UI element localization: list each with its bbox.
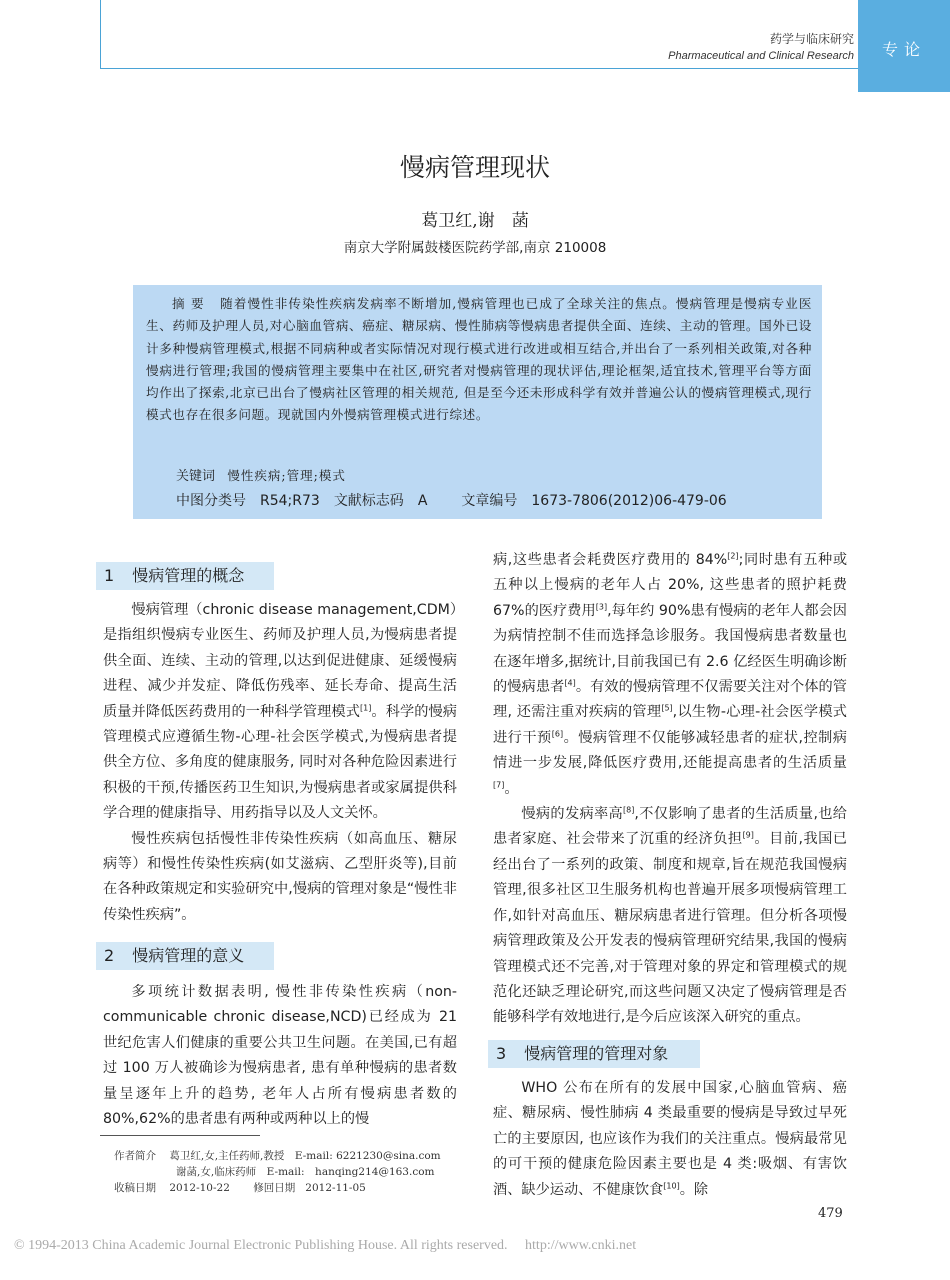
article-authors: 葛卫红,谢 菡 xyxy=(421,211,529,231)
section-title: 慢病管理的概念 xyxy=(132,566,245,585)
text-run: 。 xyxy=(504,780,519,797)
abstract xyxy=(146,293,812,427)
citation: [8] xyxy=(623,805,635,815)
doc-code-value: A xyxy=(417,493,428,509)
section-title: 慢病管理的意义 xyxy=(132,946,245,965)
section-title: 慢病管理的管理对象 xyxy=(524,1044,669,1063)
section-2-heading xyxy=(96,942,274,970)
citation: [7] xyxy=(493,779,505,789)
text-run: ;同时患有五种或五种以上慢病的老年人占 20%, 这些患者的照护耗费 67%的医疗费用 xyxy=(493,552,848,619)
revised-label: 修回日期 xyxy=(253,1182,296,1194)
citation: [1] xyxy=(359,702,372,712)
footnote-author-line2 xyxy=(176,1164,434,1179)
paragraph xyxy=(103,598,457,827)
revised-date: 2012-11-05 xyxy=(305,1182,366,1194)
left-column-part2 xyxy=(103,980,457,1132)
right-column-part1 xyxy=(493,548,847,1031)
footnote-rule xyxy=(100,1135,260,1136)
abstract-label: 摘要 xyxy=(172,296,211,311)
text-run: ,以生物-心理-社会医学模式进行干预 xyxy=(493,704,847,746)
paragraph: 慢性疾病包括慢性非传染性疾病（如高血压、糖尿病等）和慢性传染性疾病(如艾滋病、乙型肝炎等),目前在各种政策规定和实验研究中,慢病的管理对象是“慢性非传染性疾病”。 xyxy=(103,830,457,923)
section-number: 2 xyxy=(104,946,115,965)
text-run: ,不仅影响了患者的生活质量,也给患者家庭、社会带来了沉重的经济负担 xyxy=(493,806,847,848)
citation: [4] xyxy=(564,678,576,688)
doc-code-label: 文献标志码 xyxy=(333,493,404,509)
citation: [3] xyxy=(595,602,608,612)
left-column-part1 xyxy=(103,598,457,928)
section-tab: 专论 xyxy=(858,0,950,92)
article-affiliation: 南京大学附属鼓楼医院药学部,南京 210008 xyxy=(343,240,607,256)
received-date: 2012-10-22 xyxy=(169,1182,230,1194)
header-rule xyxy=(100,68,862,69)
citation: [6] xyxy=(551,729,564,739)
abstract-text: 随着慢性非传染性疾病发病率不断增加,慢病管理也已成了全球关注的焦点。慢病管理是慢病专业医生、药师及护理人员,对心脑血管病、癌症、糖尿病、慢性肺病等慢病患者提供全面、连续、主动的管理。国外已设计多种慢病管理模式,根据不同病种或者实际情况对现行模式进行改进或相互结合,并出台了一系列相关政策,对各种慢病进行管理;我国的慢病管理主要集中在社区,研究者对慢病管理的现状评估,理论框架,适宜技术,管理平台等方面均作出了探索,北京已出台了慢病社区管理的相关规范, 但是至今还未形成科学有效并普遍公认的慢病管理模式,现行模式也存在很多问题。现就国内外慢病管理模式进行综述。 xyxy=(146,296,813,423)
text-run: 。目前,我国已经出台了一系列的政策、制度和规章,旨在规范我国慢病管理,很多社区卫生服务机构也普遍开展多项慢病管理工作,如针对高血压、糖尿病患者进行管理。但分析各项慢病管理政策及公开发表的慢病管理研究结果,我国的慢病管理模式还不完善,对于管理对象的界定和管理模式的规范化还缺乏理论研究,而这些问题又决定了慢病管理是否能够科学有效地进行,是今后应该深入研究的重点。 xyxy=(493,831,847,1026)
header-left-rule xyxy=(100,0,101,68)
text-run: 慢病管理（chronic disease management,CDM）是指组织慢病专业医生、药师及护理人员,为慢病患者提供全面、连续、主动的管理,以达到促进健康、延缓慢病进程、减少并发症、降低伤残率、延长寿命、提高生活质量并降低医药费用的一种科学管理模式 xyxy=(103,602,457,720)
keywords-line xyxy=(176,465,346,484)
section-1-heading xyxy=(96,562,274,590)
right-column-part2 xyxy=(493,1076,847,1203)
footnote-author-line1 xyxy=(114,1148,441,1163)
text-run: 病,这些患者会耗费医疗费用的 84% xyxy=(493,552,728,568)
author-label: 作者简介 xyxy=(114,1150,156,1162)
clc-label: 中图分类号 xyxy=(176,493,246,509)
text-run: 。有效的慢病管理不仅需要关注对个体的管理, 还需注重对疾病的管理 xyxy=(493,679,847,721)
text-run: ,每年约 90%患有慢病的老年人都会因为病情控制不佳而选择急诊服务。我国慢病患者数量也在逐年增多,据统计,目前我国已有 2.6 亿经医生明确诊断的慢病患者 xyxy=(493,602,847,696)
journal-name-en: Pharmaceutical and Clinical Research xyxy=(668,50,854,62)
author-1: 葛卫红,女,主任药师,教授 E-mail: 6221230@sina.com xyxy=(169,1150,441,1162)
page-number: 479 xyxy=(818,1206,843,1221)
section-3-heading xyxy=(488,1040,700,1068)
keywords-label: 关键词 xyxy=(176,469,216,484)
journal-name-cn: 药学与临床研究 xyxy=(769,32,854,46)
received-label: 收稿日期 xyxy=(114,1182,156,1194)
classification-line xyxy=(176,490,741,510)
text-run: 。科学的慢病管理模式应遵循生物-心理-社会医学模式,为慢病患者提供全方位、多角度的健康服务, 同时对各种危险因素进行积极的干预,传播医药卫生知识,为慢病患者或家属提供科学合理的健康指导、用药指导以及人文关怀。 xyxy=(103,703,457,822)
paragraph xyxy=(493,1076,847,1203)
citation: [5] xyxy=(661,703,673,713)
article-no-label: 文章编号 xyxy=(461,493,518,509)
text-run: 。慢病管理不仅能够减轻患者的症状,控制病情进一步发展,降低医疗费用,还能提高患者的生活质量 xyxy=(493,729,847,772)
clc-value: R54;R73 xyxy=(260,493,320,509)
citation: [10] xyxy=(663,1180,680,1190)
citation: [2] xyxy=(727,551,739,561)
paragraph xyxy=(493,548,847,802)
section-number: 1 xyxy=(104,566,115,585)
paragraph: 多项统计数据表明, 慢性非传染性疾病（non-communicable chronic disease,NCD)已经成为 21 世纪危害人们健康的重要公共卫生问题。在美国,已有超过 100 万人被确诊为慢病患者, 患有单种慢病的患者数量呈逐年上升的趋势, 老年人占所有慢病患者数的 80%,62%的患者患有两种或两种以上的慢 xyxy=(103,984,457,1128)
article-title: 慢病管理现状 xyxy=(399,153,550,182)
citation: [9] xyxy=(742,830,754,840)
section-number: 3 xyxy=(496,1044,507,1063)
keywords: 慢性疾病;管理;模式 xyxy=(227,468,346,483)
copyright-notice: © 1994-2013 China Academic Journal Electronic Publishing House. All rights reserved. http://www.cnki.net xyxy=(14,1238,637,1253)
author-2: 谢菡,女,临床药师 E-mail: hanqing214@163.com xyxy=(176,1166,435,1178)
paragraph xyxy=(493,802,847,1031)
text-run: 慢病的发病率高 xyxy=(521,806,624,823)
text-run: WHO 公布在所有的发展中国家,心脑血管病、癌症、糖尿病、慢性肺病 4 类最重要的慢病是导致过早死亡的主要原因, 也应该作为我们的关注重点。慢病最常见的可干预的健康危险因素主要也是 4 类:吸烟、有害饮酒、缺少运动、不健康饮食 xyxy=(493,1080,847,1198)
article-no-value: 1673-7806(2012)06-479-06 xyxy=(531,493,727,509)
text-run: 。除 xyxy=(679,1181,709,1198)
footnote-dates xyxy=(114,1180,366,1195)
